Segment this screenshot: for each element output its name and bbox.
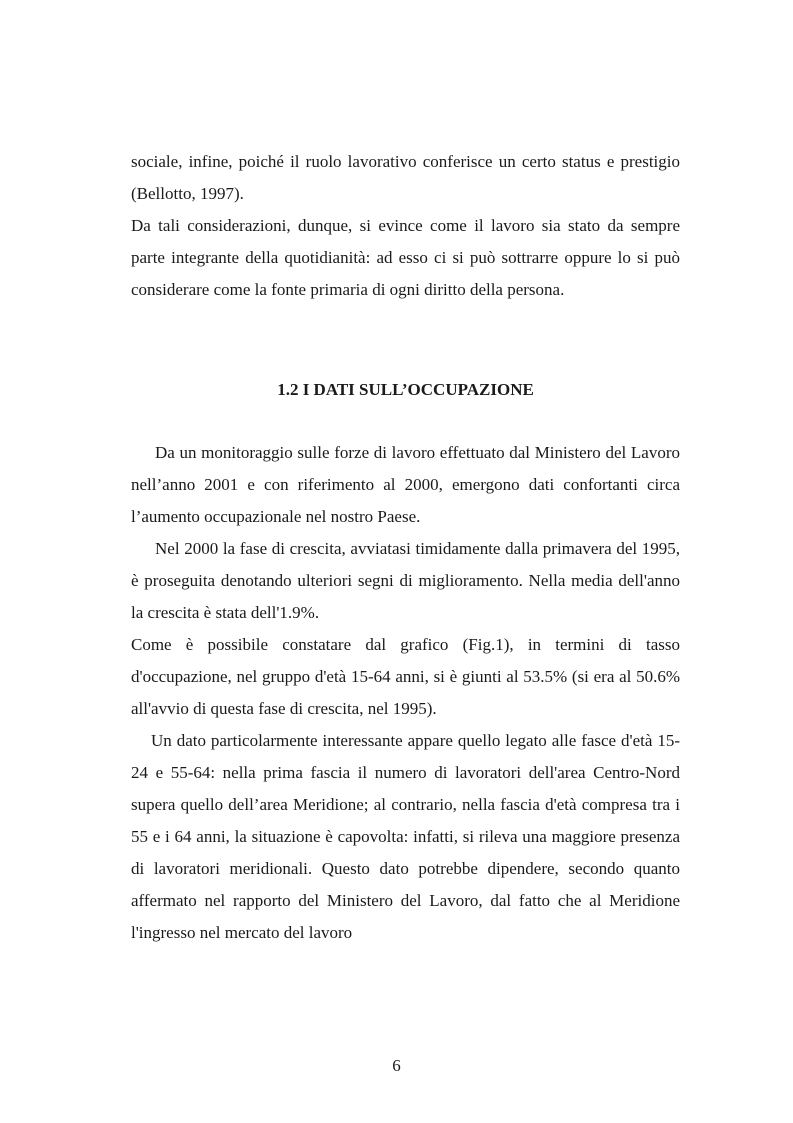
section-heading: 1.2 I DATI SULL’OCCUPAZIONE	[277, 380, 534, 399]
paragraph-growth-2000: Nel 2000 la fase di crescita, avviatasi timidamente dalla primavera del 1995, è proseguita denotando ulteriori segni di miglioramento. Nella media dell'anno la crescita è stata dell'1.9%.	[131, 539, 680, 622]
paragraph-considerations: Da tali considerazioni, dunque, si evince come il lavoro sia stato da sempre parte integrante della quotidianità: ad esso ci si può sottrarre oppure lo si può considerare come la fonte primaria di ogni diritto della persona.	[131, 216, 680, 299]
paragraph-occupation-rate: Come è possibile constatare dal grafico (Fig.1), in termini di tasso d'occupazione, nel gruppo d'età 15-64 anni, si è giunti al 53.5% (si era al 50.6% all'avvio di questa fase di crescita, nel 1995).	[131, 635, 680, 718]
page-number: 6	[392, 1056, 401, 1075]
paragraph-monitoring: Da un monitoraggio sulle forze di lavoro effettuato dal Ministero del Lavoro nell’anno 2001 e con riferimento al 2000, emergono dati confortanti circa l’aumento occupazionale nel nostro Paese.	[131, 443, 680, 526]
paragraph-age-bands: Un dato particolarmente interessante appare quello legato alle fasce d'età 15-24 e 55-64: nella prima fascia il numero di lavoratori dell'area Centro-Nord supera quello dell’area Meridione; al contrario, nella fascia d'età compresa tra i 55 e i 64 anni, la situazione è capovolta: infatti, si rileva una maggiore presenza di lavoratori meridionali. Questo dato potrebbe dipendere, secondo quanto affermato nel rapporto del Ministero del Lavoro, dal fatto che al Meridione l'ingresso nel mercato del lavoro	[131, 731, 680, 942]
paragraph-continuation: sociale, infine, poiché il ruolo lavorativo conferisce un certo status e prestigio (Bellotto, 1997).	[131, 152, 680, 203]
